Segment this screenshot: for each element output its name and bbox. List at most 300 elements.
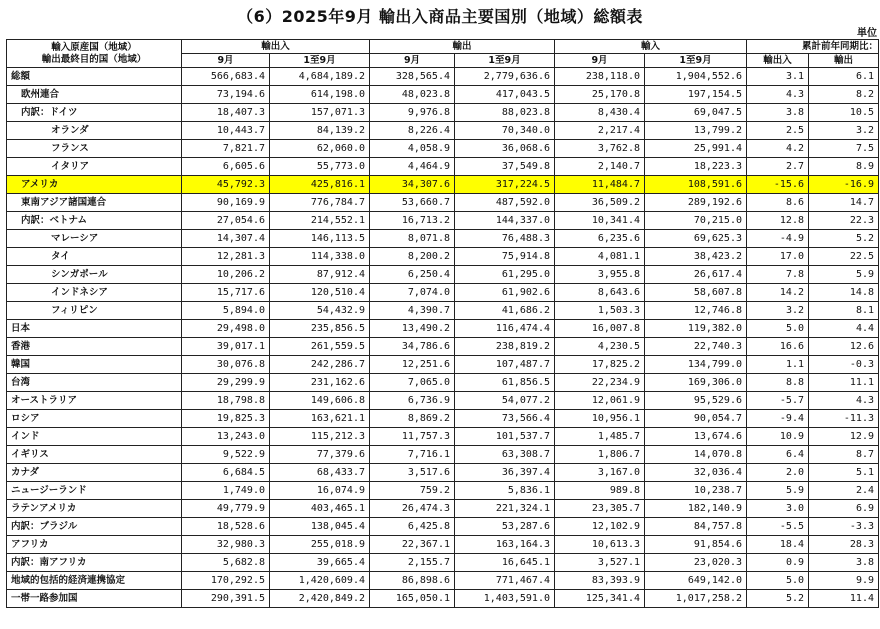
row-label: マレーシア <box>7 230 182 248</box>
table-row <box>7 284 879 302</box>
cell-import-month: 10,956.1 <box>555 410 645 428</box>
cell-total-month: 566,683.4 <box>182 68 270 86</box>
cell-export-month: 759.2 <box>370 482 455 500</box>
cell-total-ytd: 261,559.5 <box>270 338 370 356</box>
sub-header-export-month: 9月 <box>370 54 455 68</box>
cell-yoy-total: 5.0 <box>747 572 809 590</box>
cell-total-month: 170,292.5 <box>182 572 270 590</box>
cell-import-month: 12,102.9 <box>555 518 645 536</box>
cell-export-month: 6,250.4 <box>370 266 455 284</box>
cell-import-month: 25,170.8 <box>555 86 645 104</box>
country-header-line2: 輸出最終目的国（地域） <box>41 53 147 65</box>
cell-import-month: 1,503.3 <box>555 302 645 320</box>
cell-total-ytd: 214,552.1 <box>270 212 370 230</box>
cell-import-ytd: 18,223.3 <box>645 158 747 176</box>
cell-import-ytd: 22,740.3 <box>645 338 747 356</box>
table-body <box>7 68 879 608</box>
table-row <box>7 266 879 284</box>
cell-import-ytd: 14,070.8 <box>645 446 747 464</box>
cell-export-ytd: 1,403,591.0 <box>455 590 555 608</box>
cell-export-ytd: 61,902.6 <box>455 284 555 302</box>
cell-yoy-total: 3.0 <box>747 500 809 518</box>
cell-total-month: 5,682.8 <box>182 554 270 572</box>
row-label: インドネシア <box>7 284 182 302</box>
cell-total-month: 7,821.7 <box>182 140 270 158</box>
cell-yoy-total: 4.2 <box>747 140 809 158</box>
table-row <box>7 338 879 356</box>
cell-total-month: 290,391.5 <box>182 590 270 608</box>
table-row <box>7 68 879 86</box>
cell-yoy-export: 6.1 <box>809 68 879 86</box>
cell-export-month: 8,869.2 <box>370 410 455 428</box>
cell-yoy-total: 5.0 <box>747 320 809 338</box>
cell-yoy-total: 2.7 <box>747 158 809 176</box>
table-row <box>7 410 879 428</box>
cell-export-month: 16,713.2 <box>370 212 455 230</box>
row-label: アフリカ <box>7 536 182 554</box>
cell-total-ytd: 242,286.7 <box>270 356 370 374</box>
sub-header-total-month: 9月 <box>182 54 270 68</box>
cell-total-ytd: 146,113.5 <box>270 230 370 248</box>
cell-import-month: 10,613.3 <box>555 536 645 554</box>
cell-yoy-total: 2.0 <box>747 464 809 482</box>
table-row <box>7 482 879 500</box>
cell-yoy-export: 5.9 <box>809 266 879 284</box>
cell-import-month: 1,806.7 <box>555 446 645 464</box>
row-label: フィリピン <box>7 302 182 320</box>
cell-total-ytd: 54,432.9 <box>270 302 370 320</box>
cell-yoy-export: -16.9 <box>809 176 879 194</box>
cell-yoy-export: 8.7 <box>809 446 879 464</box>
cell-total-month: 18,407.3 <box>182 104 270 122</box>
cell-export-month: 86,898.6 <box>370 572 455 590</box>
cell-total-month: 29,299.9 <box>182 374 270 392</box>
cell-yoy-export: 22.5 <box>809 248 879 266</box>
row-label: フランス <box>7 140 182 158</box>
cell-import-month: 125,341.4 <box>555 590 645 608</box>
cell-total-month: 49,779.9 <box>182 500 270 518</box>
cell-export-ytd: 53,287.6 <box>455 518 555 536</box>
cell-export-month: 6,425.8 <box>370 518 455 536</box>
row-label: 香港 <box>7 338 182 356</box>
cell-export-month: 8,226.4 <box>370 122 455 140</box>
country-header-line1: 輸入原産国（地域） <box>51 41 137 53</box>
cell-yoy-export: 2.4 <box>809 482 879 500</box>
cell-total-ytd: 16,074.9 <box>270 482 370 500</box>
row-label: カナダ <box>7 464 182 482</box>
sub-header-yoy-total: 輸出入 <box>747 54 809 68</box>
cell-yoy-total: 10.9 <box>747 428 809 446</box>
cell-total-month: 14,307.4 <box>182 230 270 248</box>
cell-export-ytd: 221,324.1 <box>455 500 555 518</box>
cell-import-ytd: 32,036.4 <box>645 464 747 482</box>
cell-import-ytd: 1,904,552.6 <box>645 68 747 86</box>
cell-yoy-export: 11.1 <box>809 374 879 392</box>
cell-total-month: 6,684.5 <box>182 464 270 482</box>
cell-import-month: 3,527.1 <box>555 554 645 572</box>
cell-export-month: 9,976.8 <box>370 104 455 122</box>
cell-yoy-total: 4.3 <box>747 86 809 104</box>
cell-yoy-export: 4.3 <box>809 392 879 410</box>
cell-yoy-total: 5.9 <box>747 482 809 500</box>
cell-total-ytd: 231,162.6 <box>270 374 370 392</box>
cell-import-month: 6,235.6 <box>555 230 645 248</box>
row-label: 地域的包括的経済連携協定 <box>7 572 182 590</box>
cell-export-ytd: 37,549.8 <box>455 158 555 176</box>
cell-export-month: 4,464.9 <box>370 158 455 176</box>
cell-yoy-total: -4.9 <box>747 230 809 248</box>
table-row <box>7 590 879 608</box>
cell-export-month: 2,155.7 <box>370 554 455 572</box>
cell-total-ytd: 4,684,189.2 <box>270 68 370 86</box>
cell-total-ytd: 163,621.1 <box>270 410 370 428</box>
sub-header-import-month: 9月 <box>555 54 645 68</box>
cell-export-ytd: 163,164.3 <box>455 536 555 554</box>
cell-import-ytd: 649,142.0 <box>645 572 747 590</box>
cell-import-ytd: 197,154.5 <box>645 86 747 104</box>
cell-yoy-total: -15.6 <box>747 176 809 194</box>
cell-import-ytd: 12,746.8 <box>645 302 747 320</box>
trade-table <box>6 39 879 608</box>
cell-yoy-export: 10.5 <box>809 104 879 122</box>
table-row <box>7 518 879 536</box>
cell-import-month: 3,955.8 <box>555 266 645 284</box>
cell-import-month: 4,081.1 <box>555 248 645 266</box>
cell-yoy-export: 22.3 <box>809 212 879 230</box>
cell-total-ytd: 39,665.4 <box>270 554 370 572</box>
cell-export-ytd: 417,043.5 <box>455 86 555 104</box>
cell-total-month: 1,749.0 <box>182 482 270 500</box>
cell-total-ytd: 235,856.5 <box>270 320 370 338</box>
cell-total-ytd: 403,465.1 <box>270 500 370 518</box>
unit-label: 単位 <box>857 28 877 39</box>
row-label: 内訳：ベトナム <box>7 212 182 230</box>
cell-total-ytd: 115,212.3 <box>270 428 370 446</box>
cell-import-month: 4,230.5 <box>555 338 645 356</box>
table-row <box>7 464 879 482</box>
country-header <box>7 40 182 68</box>
cell-yoy-export: -11.3 <box>809 410 879 428</box>
cell-import-month: 238,118.0 <box>555 68 645 86</box>
cell-yoy-total: 6.4 <box>747 446 809 464</box>
cell-export-ytd: 5,836.1 <box>455 482 555 500</box>
cell-export-month: 8,071.8 <box>370 230 455 248</box>
cell-yoy-export: 11.4 <box>809 590 879 608</box>
cell-export-ytd: 88,023.8 <box>455 104 555 122</box>
cell-yoy-total: 16.6 <box>747 338 809 356</box>
row-label: 韓国 <box>7 356 182 374</box>
cell-export-ytd: 107,487.7 <box>455 356 555 374</box>
cell-total-month: 6,605.6 <box>182 158 270 176</box>
row-label: 内訳：ブラジル <box>7 518 182 536</box>
cell-total-month: 18,528.6 <box>182 518 270 536</box>
group-header-yoy: 累計前年同期比： <box>747 40 879 54</box>
cell-total-month: 73,194.6 <box>182 86 270 104</box>
row-label: オランダ <box>7 122 182 140</box>
cell-import-month: 3,762.8 <box>555 140 645 158</box>
table-row <box>7 536 879 554</box>
cell-import-month: 2,217.4 <box>555 122 645 140</box>
cell-yoy-total: 2.5 <box>747 122 809 140</box>
sub-header-import-ytd: 1至9月 <box>645 54 747 68</box>
cell-total-month: 10,206.2 <box>182 266 270 284</box>
cell-total-month: 5,894.0 <box>182 302 270 320</box>
cell-yoy-export: 4.4 <box>809 320 879 338</box>
cell-yoy-export: -0.3 <box>809 356 879 374</box>
cell-import-ytd: 13,799.2 <box>645 122 747 140</box>
cell-import-ytd: 289,192.6 <box>645 194 747 212</box>
cell-yoy-export: 12.6 <box>809 338 879 356</box>
cell-export-ytd: 73,566.4 <box>455 410 555 428</box>
cell-import-month: 1,485.7 <box>555 428 645 446</box>
cell-export-ytd: 317,224.5 <box>455 176 555 194</box>
cell-total-month: 30,076.8 <box>182 356 270 374</box>
group-header-import: 輸入 <box>555 40 747 54</box>
cell-total-ytd: 149,606.8 <box>270 392 370 410</box>
row-label: 欧州連合 <box>7 86 182 104</box>
cell-export-month: 13,490.2 <box>370 320 455 338</box>
cell-export-month: 34,786.6 <box>370 338 455 356</box>
cell-import-month: 83,393.9 <box>555 572 645 590</box>
cell-export-month: 12,251.6 <box>370 356 455 374</box>
cell-yoy-total: -5.5 <box>747 518 809 536</box>
row-label: タイ <box>7 248 182 266</box>
cell-total-ytd: 87,912.4 <box>270 266 370 284</box>
cell-import-ytd: 134,799.0 <box>645 356 747 374</box>
cell-export-month: 11,757.3 <box>370 428 455 446</box>
row-label: 内訳：ドイツ <box>7 104 182 122</box>
table-row <box>7 248 879 266</box>
cell-export-ytd: 238,819.2 <box>455 338 555 356</box>
cell-yoy-export: 3.2 <box>809 122 879 140</box>
cell-total-ytd: 776,784.7 <box>270 194 370 212</box>
cell-import-ytd: 38,423.2 <box>645 248 747 266</box>
cell-export-ytd: 54,077.2 <box>455 392 555 410</box>
cell-export-ytd: 61,295.0 <box>455 266 555 284</box>
row-label: 総額 <box>7 68 182 86</box>
group-header-total: 輸出入 <box>182 40 370 54</box>
cell-import-month: 22,234.9 <box>555 374 645 392</box>
cell-export-month: 4,390.7 <box>370 302 455 320</box>
cell-import-ytd: 91,854.6 <box>645 536 747 554</box>
cell-total-month: 27,054.6 <box>182 212 270 230</box>
cell-export-ytd: 101,537.7 <box>455 428 555 446</box>
cell-export-month: 7,716.1 <box>370 446 455 464</box>
cell-export-ytd: 63,308.7 <box>455 446 555 464</box>
cell-total-ytd: 425,816.1 <box>270 176 370 194</box>
row-label: イギリス <box>7 446 182 464</box>
cell-import-month: 8,643.6 <box>555 284 645 302</box>
table-row <box>7 86 879 104</box>
table-row <box>7 158 879 176</box>
cell-import-ytd: 58,607.8 <box>645 284 747 302</box>
cell-yoy-export: 14.7 <box>809 194 879 212</box>
cell-import-ytd: 10,238.7 <box>645 482 747 500</box>
cell-yoy-export: 5.1 <box>809 464 879 482</box>
row-label: 台湾 <box>7 374 182 392</box>
row-label: オーストラリア <box>7 392 182 410</box>
cell-import-ytd: 169,306.0 <box>645 374 747 392</box>
cell-export-month: 26,474.3 <box>370 500 455 518</box>
cell-import-ytd: 84,757.8 <box>645 518 747 536</box>
table-row <box>7 230 879 248</box>
cell-import-ytd: 25,991.4 <box>645 140 747 158</box>
row-label: シンガポール <box>7 266 182 284</box>
cell-import-ytd: 69,047.5 <box>645 104 747 122</box>
cell-import-month: 3,167.0 <box>555 464 645 482</box>
cell-total-ytd: 120,510.4 <box>270 284 370 302</box>
cell-total-ytd: 1,420,609.4 <box>270 572 370 590</box>
table-row <box>7 428 879 446</box>
cell-yoy-export: 9.9 <box>809 572 879 590</box>
cell-export-month: 328,565.4 <box>370 68 455 86</box>
cell-export-month: 22,367.1 <box>370 536 455 554</box>
cell-import-month: 36,509.2 <box>555 194 645 212</box>
row-label: ニュージーランド <box>7 482 182 500</box>
cell-export-ytd: 2,779,636.6 <box>455 68 555 86</box>
cell-yoy-total: 8.8 <box>747 374 809 392</box>
table-row <box>7 446 879 464</box>
cell-yoy-export: 14.8 <box>809 284 879 302</box>
row-label: インド <box>7 428 182 446</box>
cell-yoy-total: 5.2 <box>747 590 809 608</box>
cell-yoy-total: -5.7 <box>747 392 809 410</box>
cell-export-month: 34,307.6 <box>370 176 455 194</box>
table-row <box>7 572 879 590</box>
table-row <box>7 374 879 392</box>
cell-import-ytd: 26,617.4 <box>645 266 747 284</box>
row-label: 東南アジア諸国連合 <box>7 194 182 212</box>
cell-import-month: 989.8 <box>555 482 645 500</box>
row-label: 内訳：南アフリカ <box>7 554 182 572</box>
cell-yoy-export: 8.2 <box>809 86 879 104</box>
cell-import-month: 2,140.7 <box>555 158 645 176</box>
cell-total-ytd: 255,018.9 <box>270 536 370 554</box>
table-row <box>7 554 879 572</box>
cell-export-month: 53,660.7 <box>370 194 455 212</box>
table-row <box>7 140 879 158</box>
cell-total-month: 39,017.1 <box>182 338 270 356</box>
cell-import-ytd: 70,215.0 <box>645 212 747 230</box>
table-row <box>7 104 879 122</box>
table-row <box>7 194 879 212</box>
page-title: （6）2025年9月 輸出入商品主要国別（地域）総額表 <box>237 7 643 26</box>
cell-export-ytd: 16,645.1 <box>455 554 555 572</box>
cell-yoy-total: 7.8 <box>747 266 809 284</box>
cell-yoy-export: 6.9 <box>809 500 879 518</box>
cell-yoy-total: 0.9 <box>747 554 809 572</box>
table-row <box>7 212 879 230</box>
row-label: 日本 <box>7 320 182 338</box>
row-label: イタリア <box>7 158 182 176</box>
cell-total-month: 18,798.8 <box>182 392 270 410</box>
table-row <box>7 122 879 140</box>
cell-export-month: 165,050.1 <box>370 590 455 608</box>
cell-export-ytd: 116,474.4 <box>455 320 555 338</box>
cell-yoy-total: 3.8 <box>747 104 809 122</box>
cell-yoy-total: 12.8 <box>747 212 809 230</box>
cell-yoy-export: 8.9 <box>809 158 879 176</box>
cell-yoy-export: 5.2 <box>809 230 879 248</box>
row-label: ラテンアメリカ <box>7 500 182 518</box>
cell-total-ytd: 68,433.7 <box>270 464 370 482</box>
cell-export-ytd: 41,686.2 <box>455 302 555 320</box>
cell-import-month: 10,341.4 <box>555 212 645 230</box>
table-row <box>7 176 879 194</box>
cell-total-month: 15,717.6 <box>182 284 270 302</box>
cell-yoy-total: 18.4 <box>747 536 809 554</box>
cell-yoy-export: -3.3 <box>809 518 879 536</box>
cell-export-month: 6,736.9 <box>370 392 455 410</box>
cell-import-month: 8,430.4 <box>555 104 645 122</box>
table-row <box>7 302 879 320</box>
cell-total-ytd: 2,420,849.2 <box>270 590 370 608</box>
cell-export-ytd: 487,592.0 <box>455 194 555 212</box>
cell-total-month: 19,825.3 <box>182 410 270 428</box>
cell-total-month: 12,281.3 <box>182 248 270 266</box>
cell-yoy-export: 3.8 <box>809 554 879 572</box>
cell-total-ytd: 77,379.6 <box>270 446 370 464</box>
table-row <box>7 392 879 410</box>
cell-export-month: 7,074.0 <box>370 284 455 302</box>
cell-export-ytd: 771,467.4 <box>455 572 555 590</box>
cell-total-ytd: 614,198.0 <box>270 86 370 104</box>
sub-header-total-ytd: 1至9月 <box>270 54 370 68</box>
cell-total-ytd: 157,071.3 <box>270 104 370 122</box>
cell-yoy-total: 14.2 <box>747 284 809 302</box>
cell-import-month: 17,825.2 <box>555 356 645 374</box>
cell-import-month: 11,484.7 <box>555 176 645 194</box>
sub-header-export-ytd: 1至9月 <box>455 54 555 68</box>
cell-total-ytd: 55,773.0 <box>270 158 370 176</box>
cell-export-ytd: 76,488.3 <box>455 230 555 248</box>
cell-yoy-total: -9.4 <box>747 410 809 428</box>
cell-import-ytd: 119,382.0 <box>645 320 747 338</box>
table-row <box>7 320 879 338</box>
cell-export-month: 7,065.0 <box>370 374 455 392</box>
cell-import-ytd: 182,140.9 <box>645 500 747 518</box>
cell-total-month: 29,498.0 <box>182 320 270 338</box>
cell-export-ytd: 70,340.0 <box>455 122 555 140</box>
cell-total-month: 9,522.9 <box>182 446 270 464</box>
cell-import-ytd: 69,625.3 <box>645 230 747 248</box>
cell-export-month: 3,517.6 <box>370 464 455 482</box>
cell-total-month: 90,169.9 <box>182 194 270 212</box>
header-row-groups <box>7 40 879 54</box>
cell-yoy-export: 12.9 <box>809 428 879 446</box>
row-label: アメリカ <box>7 176 182 194</box>
cell-export-ytd: 36,397.4 <box>455 464 555 482</box>
cell-import-ytd: 23,020.3 <box>645 554 747 572</box>
cell-total-ytd: 138,045.4 <box>270 518 370 536</box>
cell-import-ytd: 1,017,258.2 <box>645 590 747 608</box>
cell-total-month: 45,792.3 <box>182 176 270 194</box>
sub-header-yoy-export: 輸出 <box>809 54 879 68</box>
cell-yoy-total: 17.0 <box>747 248 809 266</box>
cell-export-ytd: 36,068.6 <box>455 140 555 158</box>
cell-yoy-export: 7.5 <box>809 140 879 158</box>
cell-total-month: 32,980.3 <box>182 536 270 554</box>
cell-total-ytd: 114,338.0 <box>270 248 370 266</box>
cell-export-month: 8,200.2 <box>370 248 455 266</box>
cell-yoy-total: 1.1 <box>747 356 809 374</box>
cell-export-ytd: 61,856.5 <box>455 374 555 392</box>
cell-yoy-export: 28.3 <box>809 536 879 554</box>
cell-total-ytd: 62,060.0 <box>270 140 370 158</box>
cell-import-ytd: 90,054.7 <box>645 410 747 428</box>
table-row <box>7 500 879 518</box>
cell-total-month: 13,243.0 <box>182 428 270 446</box>
